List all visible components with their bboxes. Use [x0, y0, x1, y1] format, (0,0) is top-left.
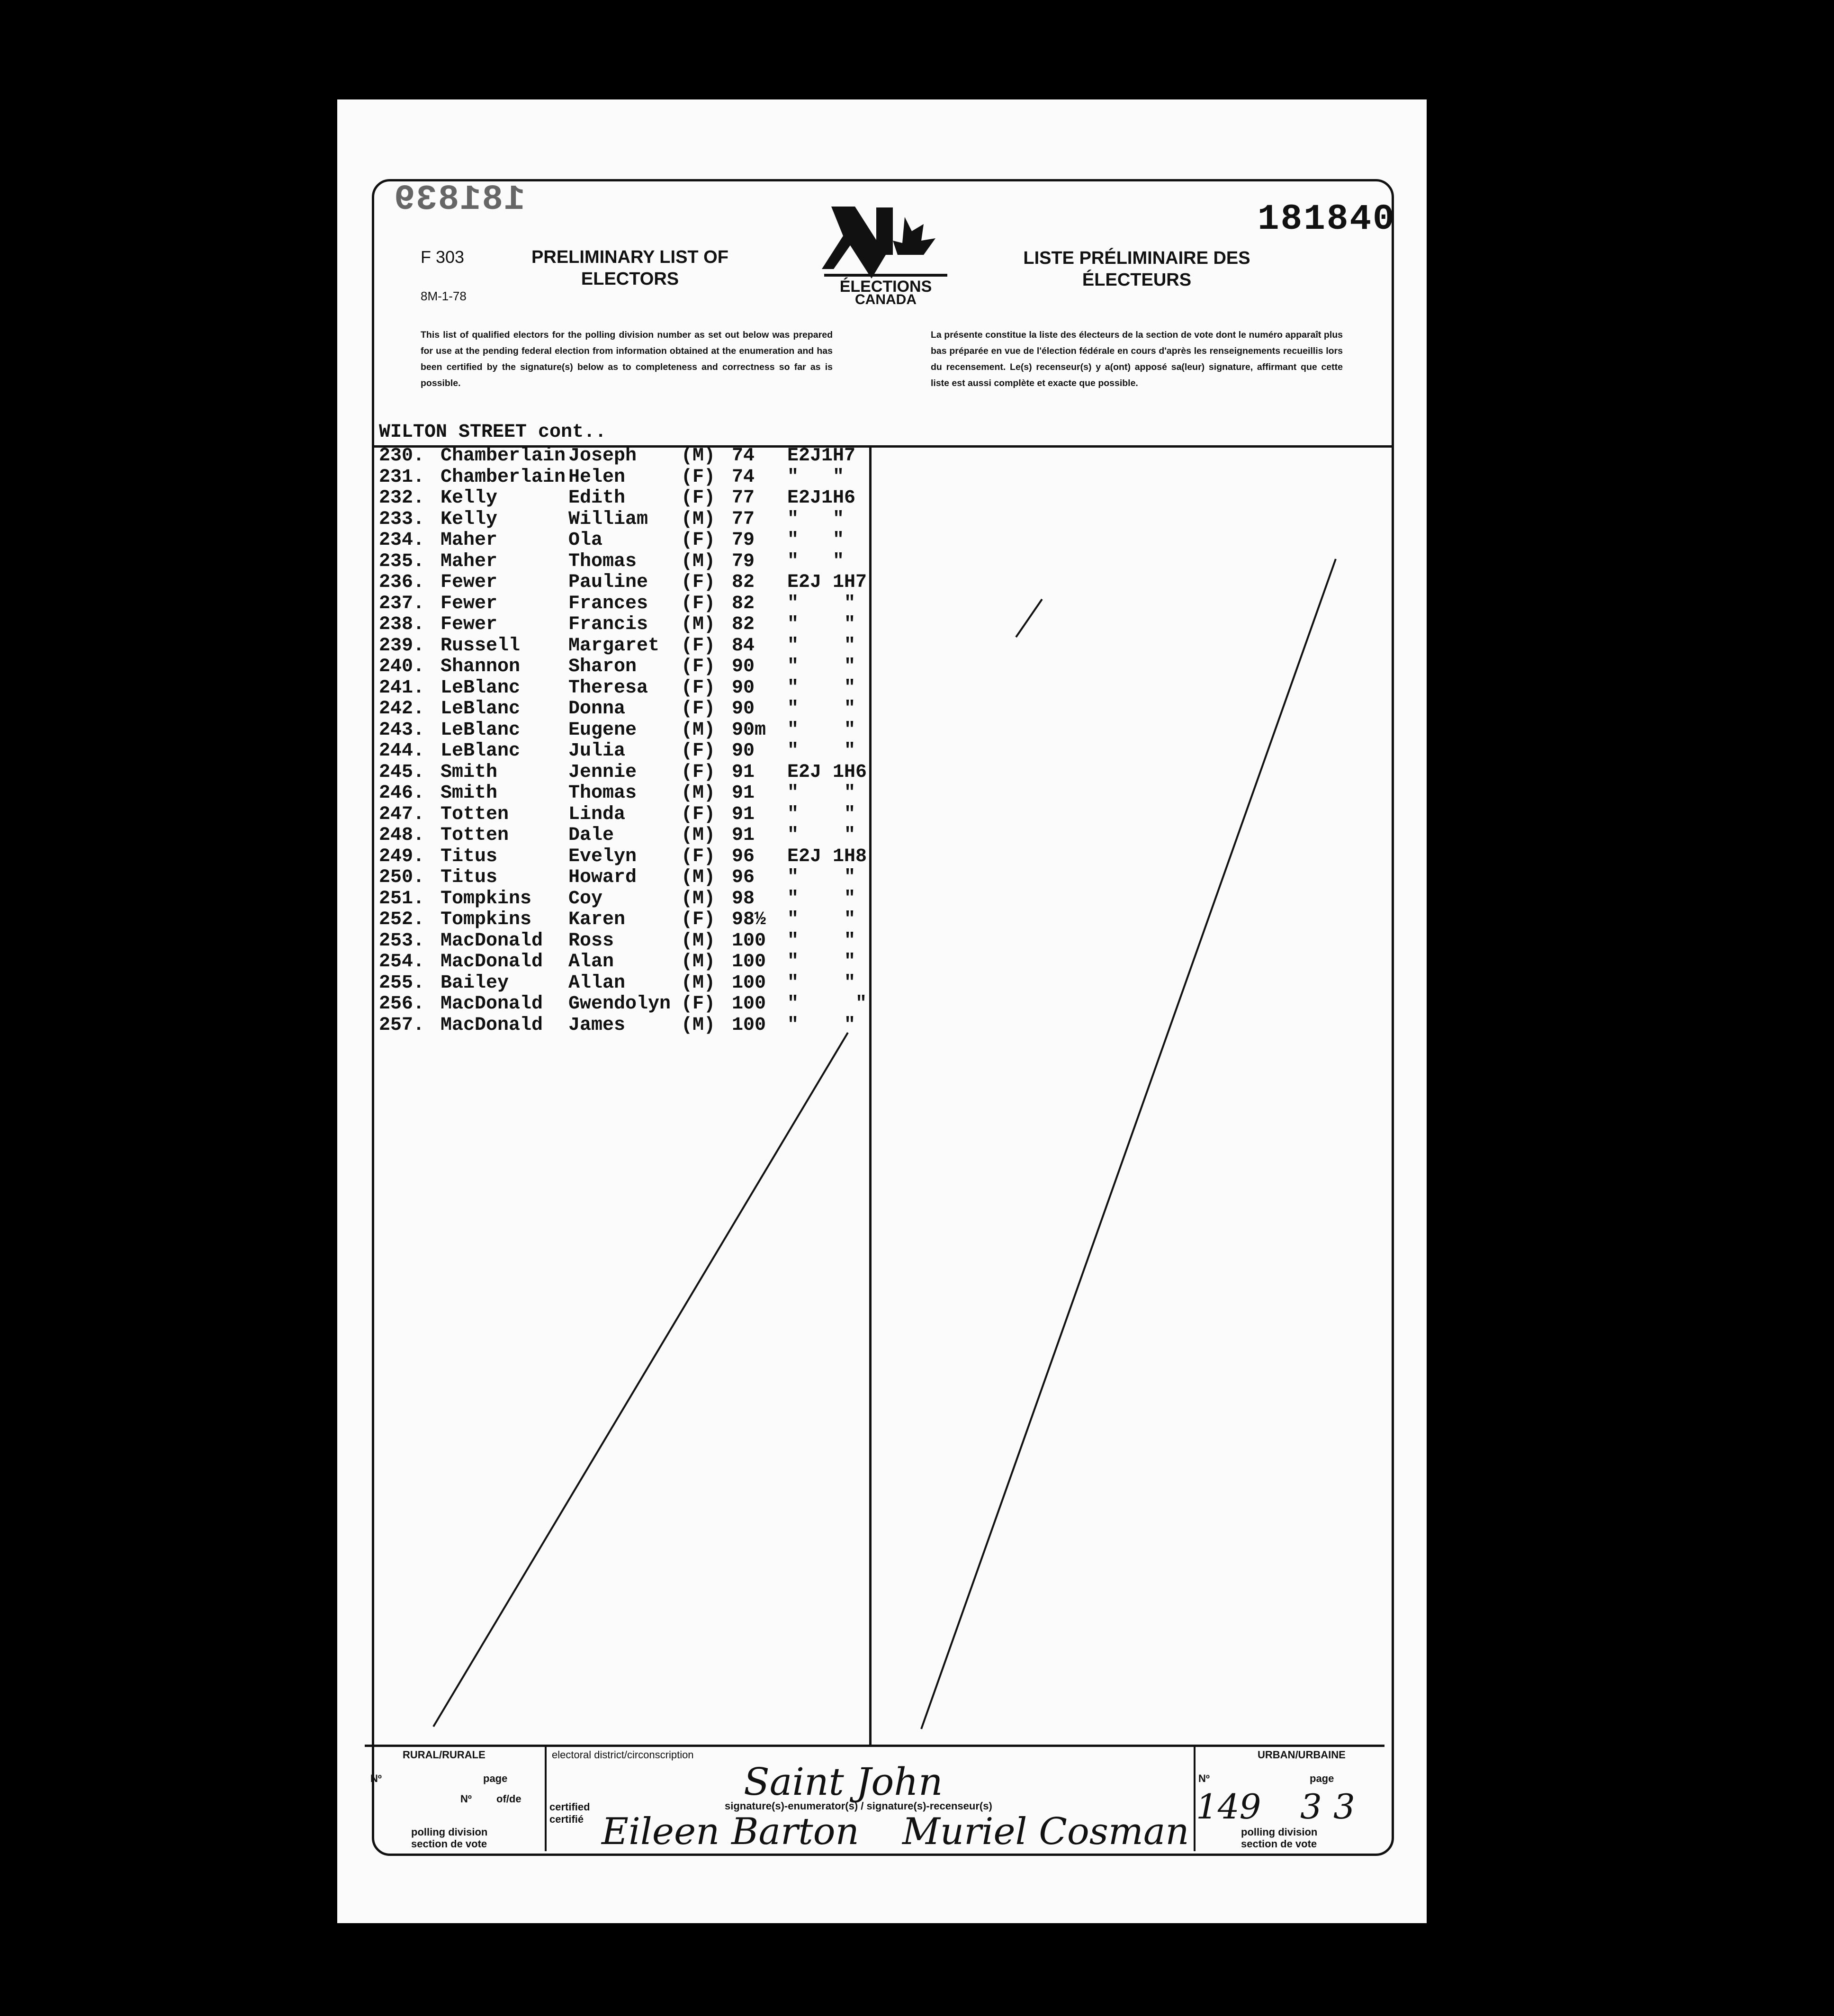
elector-num: 241. — [379, 677, 425, 699]
elector-num: 242. — [379, 698, 425, 720]
elector-num: 257. — [379, 1014, 425, 1036]
elector-first: Theresa — [568, 677, 648, 699]
elector-num: 247. — [379, 803, 425, 825]
elector-first: Donna — [568, 698, 626, 720]
elector-no: 79 — [732, 550, 755, 572]
elector-no: 77 — [732, 487, 755, 509]
elector-sex: (F) — [681, 698, 716, 720]
title-french: LISTE PRÉLIMINAIRE DES ÉLECTEURS — [1023, 248, 1250, 290]
elector-num: 240. — [379, 656, 425, 677]
elector-no: 96 — [732, 846, 755, 867]
elector-last: Smith — [441, 761, 498, 783]
elector-last: Maher — [441, 530, 498, 551]
elector-sex: (M) — [681, 867, 716, 888]
elector-last: Bailey — [441, 972, 509, 994]
elector-num: 230. — [379, 445, 425, 467]
elector-first: Francis — [568, 614, 648, 635]
enumerator-signature-1[interactable]: Eileen Barton — [602, 1810, 859, 1853]
elector-no: 96 — [732, 867, 755, 888]
signature-label: signature(s)-enumerator(s) / signature(s)-recenseur(s) — [725, 1800, 992, 1812]
elector-num: 236. — [379, 572, 425, 593]
elector-sex: (M) — [681, 550, 716, 572]
elector-post: " " — [787, 635, 856, 657]
elector-post: " " — [787, 825, 856, 846]
elector-first: Frances — [568, 593, 648, 614]
elector-first: Thomas — [568, 783, 637, 804]
urban-polling-division: polling division — [1241, 1826, 1318, 1838]
elector-post: " " — [787, 930, 856, 952]
elector-post: " " — [787, 1014, 856, 1036]
elector-num: 254. — [379, 951, 425, 972]
elector-num: 249. — [379, 846, 425, 867]
elector-post: E2J 1H6 — [787, 761, 867, 783]
elector-post: " " — [787, 993, 867, 1015]
elector-sex: (F) — [681, 909, 716, 930]
elector-num: 251. — [379, 888, 425, 909]
elector-last: Shannon — [441, 656, 521, 677]
elector-no: 90 — [732, 677, 755, 699]
elector-last: LeBlanc — [441, 719, 521, 741]
certifie-label: certifié — [549, 1813, 584, 1825]
elector-sex: (M) — [681, 888, 716, 909]
elector-sex: (F) — [681, 635, 716, 657]
ghost-serial: 181839 — [393, 180, 525, 220]
elector-post: " " — [787, 909, 856, 930]
elector-post: " " — [787, 867, 856, 888]
form-code: F 303 — [421, 247, 465, 267]
rural-page-label: page — [483, 1773, 508, 1784]
elector-sex: (F) — [681, 530, 716, 551]
elector-no: 91 — [732, 825, 755, 846]
elector-last: LeBlanc — [441, 698, 521, 720]
elector-post: E2J1H6 — [787, 487, 856, 509]
svg-text:ÉLECTIONS: ÉLECTIONS — [839, 278, 932, 296]
elector-sex: (F) — [681, 466, 716, 488]
elector-num: 232. — [379, 487, 425, 509]
elector-post: " " — [787, 783, 856, 804]
elector-post: " " — [787, 677, 856, 699]
elector-post: " " — [787, 888, 856, 909]
elector-num: 235. — [379, 550, 425, 572]
urban-page-of[interactable]: 3 — [1333, 1787, 1355, 1827]
elector-first: Coy — [568, 888, 603, 909]
elector-sex: (M) — [681, 719, 716, 741]
rural-of-label: of/de — [496, 1793, 521, 1805]
elector-first: Joseph — [568, 445, 637, 467]
elector-sex: (F) — [681, 656, 716, 677]
elector-post: " " — [787, 719, 856, 741]
elector-last: Chamberlain — [441, 466, 566, 488]
elector-no: 100 — [732, 972, 766, 994]
elector-first: Jennie — [568, 761, 637, 783]
elector-last: Maher — [441, 550, 498, 572]
elector-post: E2J 1H7 — [787, 572, 867, 593]
elector-first: Dale — [568, 825, 614, 846]
elector-sex: (F) — [681, 572, 716, 593]
urban-label: URBAN/URBAINE — [1258, 1749, 1346, 1761]
elector-num: 233. — [379, 508, 425, 530]
elector-last: MacDonald — [441, 930, 543, 952]
enumerator-signature-2[interactable]: Muriel Cosman — [902, 1810, 1189, 1853]
elector-last: Smith — [441, 783, 498, 804]
elector-last: Chamberlain — [441, 445, 566, 467]
elector-no: 91 — [732, 783, 755, 804]
elector-num: 253. — [379, 930, 425, 952]
elector-post: " " — [787, 951, 856, 972]
elector-last: Fewer — [441, 593, 498, 614]
rural-section-vote: section de vote — [411, 1838, 487, 1850]
elector-num: 252. — [379, 909, 425, 930]
elector-post: " " — [787, 740, 856, 762]
elector-sex: (F) — [681, 761, 716, 783]
elector-no: 100 — [732, 930, 766, 952]
elector-post: " " — [787, 614, 856, 635]
elector-first: Evelyn — [568, 846, 637, 867]
elector-no: 77 — [732, 508, 755, 530]
elector-num: 248. — [379, 825, 425, 846]
elector-last: Fewer — [441, 572, 498, 593]
elector-no: 100 — [732, 951, 766, 972]
elector-last: LeBlanc — [441, 677, 521, 699]
elector-last: Fewer — [441, 614, 498, 635]
elector-post: " " — [787, 593, 856, 614]
elector-first: Thomas — [568, 550, 637, 572]
elector-no: 82 — [732, 614, 755, 635]
elector-num: 250. — [379, 867, 425, 888]
elector-sex: (M) — [681, 951, 716, 972]
elector-no: 82 — [732, 593, 755, 614]
urban-section-vote: section de vote — [1241, 1838, 1317, 1850]
elector-post: " " — [787, 508, 845, 530]
elector-num: 255. — [379, 972, 425, 994]
elector-sex: (M) — [681, 1014, 716, 1036]
rural-label: RURAL/RURALE — [403, 1749, 485, 1761]
elector-no: 98½ — [732, 909, 766, 930]
elector-first: Edith — [568, 487, 626, 509]
elector-sex: (F) — [681, 740, 716, 762]
elector-last: MacDonald — [441, 993, 543, 1015]
rural-polling-division: polling division — [411, 1826, 488, 1838]
elector-first: William — [568, 508, 648, 530]
elector-no: 90 — [732, 740, 755, 762]
urban-page-number[interactable]: 3 — [1300, 1787, 1322, 1827]
elector-first: Alan — [568, 951, 614, 972]
elector-last: Kelly — [441, 487, 498, 509]
certified-label: certified — [549, 1801, 590, 1813]
elector-num: 243. — [379, 719, 425, 741]
urban-division-number[interactable]: 149 — [1196, 1787, 1261, 1827]
elector-post: E2J 1H8 — [787, 846, 867, 867]
elector-last: Totten — [441, 825, 509, 846]
elector-num: 246. — [379, 783, 425, 804]
elector-first: Karen — [568, 909, 626, 930]
elector-post: " " — [787, 466, 845, 488]
elector-no: 79 — [732, 530, 755, 551]
intro-paragraph-english: This list of qualified electors for the polling division number as set out below was prepared for use at the pending federal election from information obtained at the enumeration and has been certified by the signature(s) below as to completeness and correctness so far as is possible. — [421, 330, 833, 388]
svg-text:CANADA: CANADA — [855, 292, 917, 307]
elector-no: 91 — [732, 761, 755, 783]
elector-sex: (F) — [681, 993, 716, 1015]
elector-last: MacDonald — [441, 1014, 543, 1036]
elector-sex: (F) — [681, 846, 716, 867]
elector-no: 84 — [732, 635, 755, 657]
elector-post: " " — [787, 656, 856, 677]
district-label: electoral district/circonscription — [552, 1749, 694, 1761]
elector-no: 74 — [732, 445, 755, 467]
elector-post: " " — [787, 550, 845, 572]
elector-sex: (M) — [681, 508, 716, 530]
elector-first: Pauline — [568, 572, 648, 593]
title-english: PRELIMINARY LIST OF ELECTORS — [531, 247, 728, 289]
elector-first: Julia — [568, 740, 626, 762]
elector-num: 239. — [379, 635, 425, 657]
elector-no: 91 — [732, 803, 755, 825]
elector-sex: (F) — [681, 803, 716, 825]
elector-sex: (M) — [681, 445, 716, 467]
elector-first: Sharon — [568, 656, 637, 677]
elector-sex: (F) — [681, 487, 716, 509]
elector-num: 234. — [379, 530, 425, 551]
elector-last: MacDonald — [441, 951, 543, 972]
rural-no2-label: Nº — [460, 1793, 472, 1805]
elector-sex: (F) — [681, 677, 716, 699]
elector-sex: (M) — [681, 614, 716, 635]
intro-paragraph-french: La présente constitue la liste des électeurs de la section de vote dont le numéro apparaît plus bas préparée en vue de l'élection fédérale en cours d'après les renseignements recueillis lors du recensement. Le(s) recenseur(s) y a(ont) apposé sa(leur) signature, affirmant que cette liste est aussi complète et exacte que possible. — [931, 330, 1343, 388]
district-value[interactable]: Saint John — [744, 1760, 943, 1804]
urban-no-label: Nº — [1198, 1773, 1210, 1784]
elector-first: Margaret — [568, 635, 660, 657]
elector-num: 256. — [379, 993, 425, 1015]
urban-page-label: page — [1310, 1773, 1334, 1784]
elector-no: 98 — [732, 888, 755, 909]
elector-last: Tompkins — [441, 888, 532, 909]
elector-last: Tompkins — [441, 909, 532, 930]
elector-no: 90m — [732, 719, 766, 741]
elector-post: " " — [787, 972, 856, 994]
elector-first: Allan — [568, 972, 626, 994]
elector-last: Kelly — [441, 508, 498, 530]
elector-post: " " — [787, 803, 856, 825]
form-date: 8M-1-78 — [421, 289, 467, 303]
elector-last: Russell — [441, 635, 521, 657]
elector-post: " " — [787, 530, 845, 551]
serial-number: 181840 — [1258, 199, 1396, 240]
elector-sex: (M) — [681, 972, 716, 994]
elector-sex: (M) — [681, 783, 716, 804]
elector-first: Ola — [568, 530, 603, 551]
elector-first: Gwendolyn — [568, 993, 671, 1015]
elector-first: Linda — [568, 803, 626, 825]
elector-first: Helen — [568, 466, 626, 488]
elector-num: 237. — [379, 593, 425, 614]
elector-last: Titus — [441, 846, 498, 867]
elector-first: James — [568, 1014, 626, 1036]
elector-num: 238. — [379, 614, 425, 635]
rural-no-label: Nº — [370, 1773, 382, 1784]
elector-first: Ross — [568, 930, 614, 952]
elector-first: Eugene — [568, 719, 637, 741]
elector-sex: (F) — [681, 593, 716, 614]
elector-last: LeBlanc — [441, 740, 521, 762]
street-heading: WILTON STREET cont.. — [379, 422, 607, 443]
elector-num: 244. — [379, 740, 425, 762]
elector-no: 100 — [732, 1014, 766, 1036]
elector-num: 231. — [379, 466, 425, 488]
elector-post: E2J1H7 — [787, 445, 856, 467]
elector-sex: (M) — [681, 930, 716, 952]
elector-sex: (M) — [681, 825, 716, 846]
elector-no: 74 — [732, 466, 755, 488]
elector-no: 100 — [732, 993, 766, 1015]
elector-last: Titus — [441, 867, 498, 888]
elector-num: 245. — [379, 761, 425, 783]
elector-last: Totten — [441, 803, 509, 825]
elector-post: " " — [787, 698, 856, 720]
elector-no: 90 — [732, 656, 755, 677]
elector-no: 90 — [732, 698, 755, 720]
elector-no: 82 — [732, 572, 755, 593]
elector-first: Howard — [568, 867, 637, 888]
